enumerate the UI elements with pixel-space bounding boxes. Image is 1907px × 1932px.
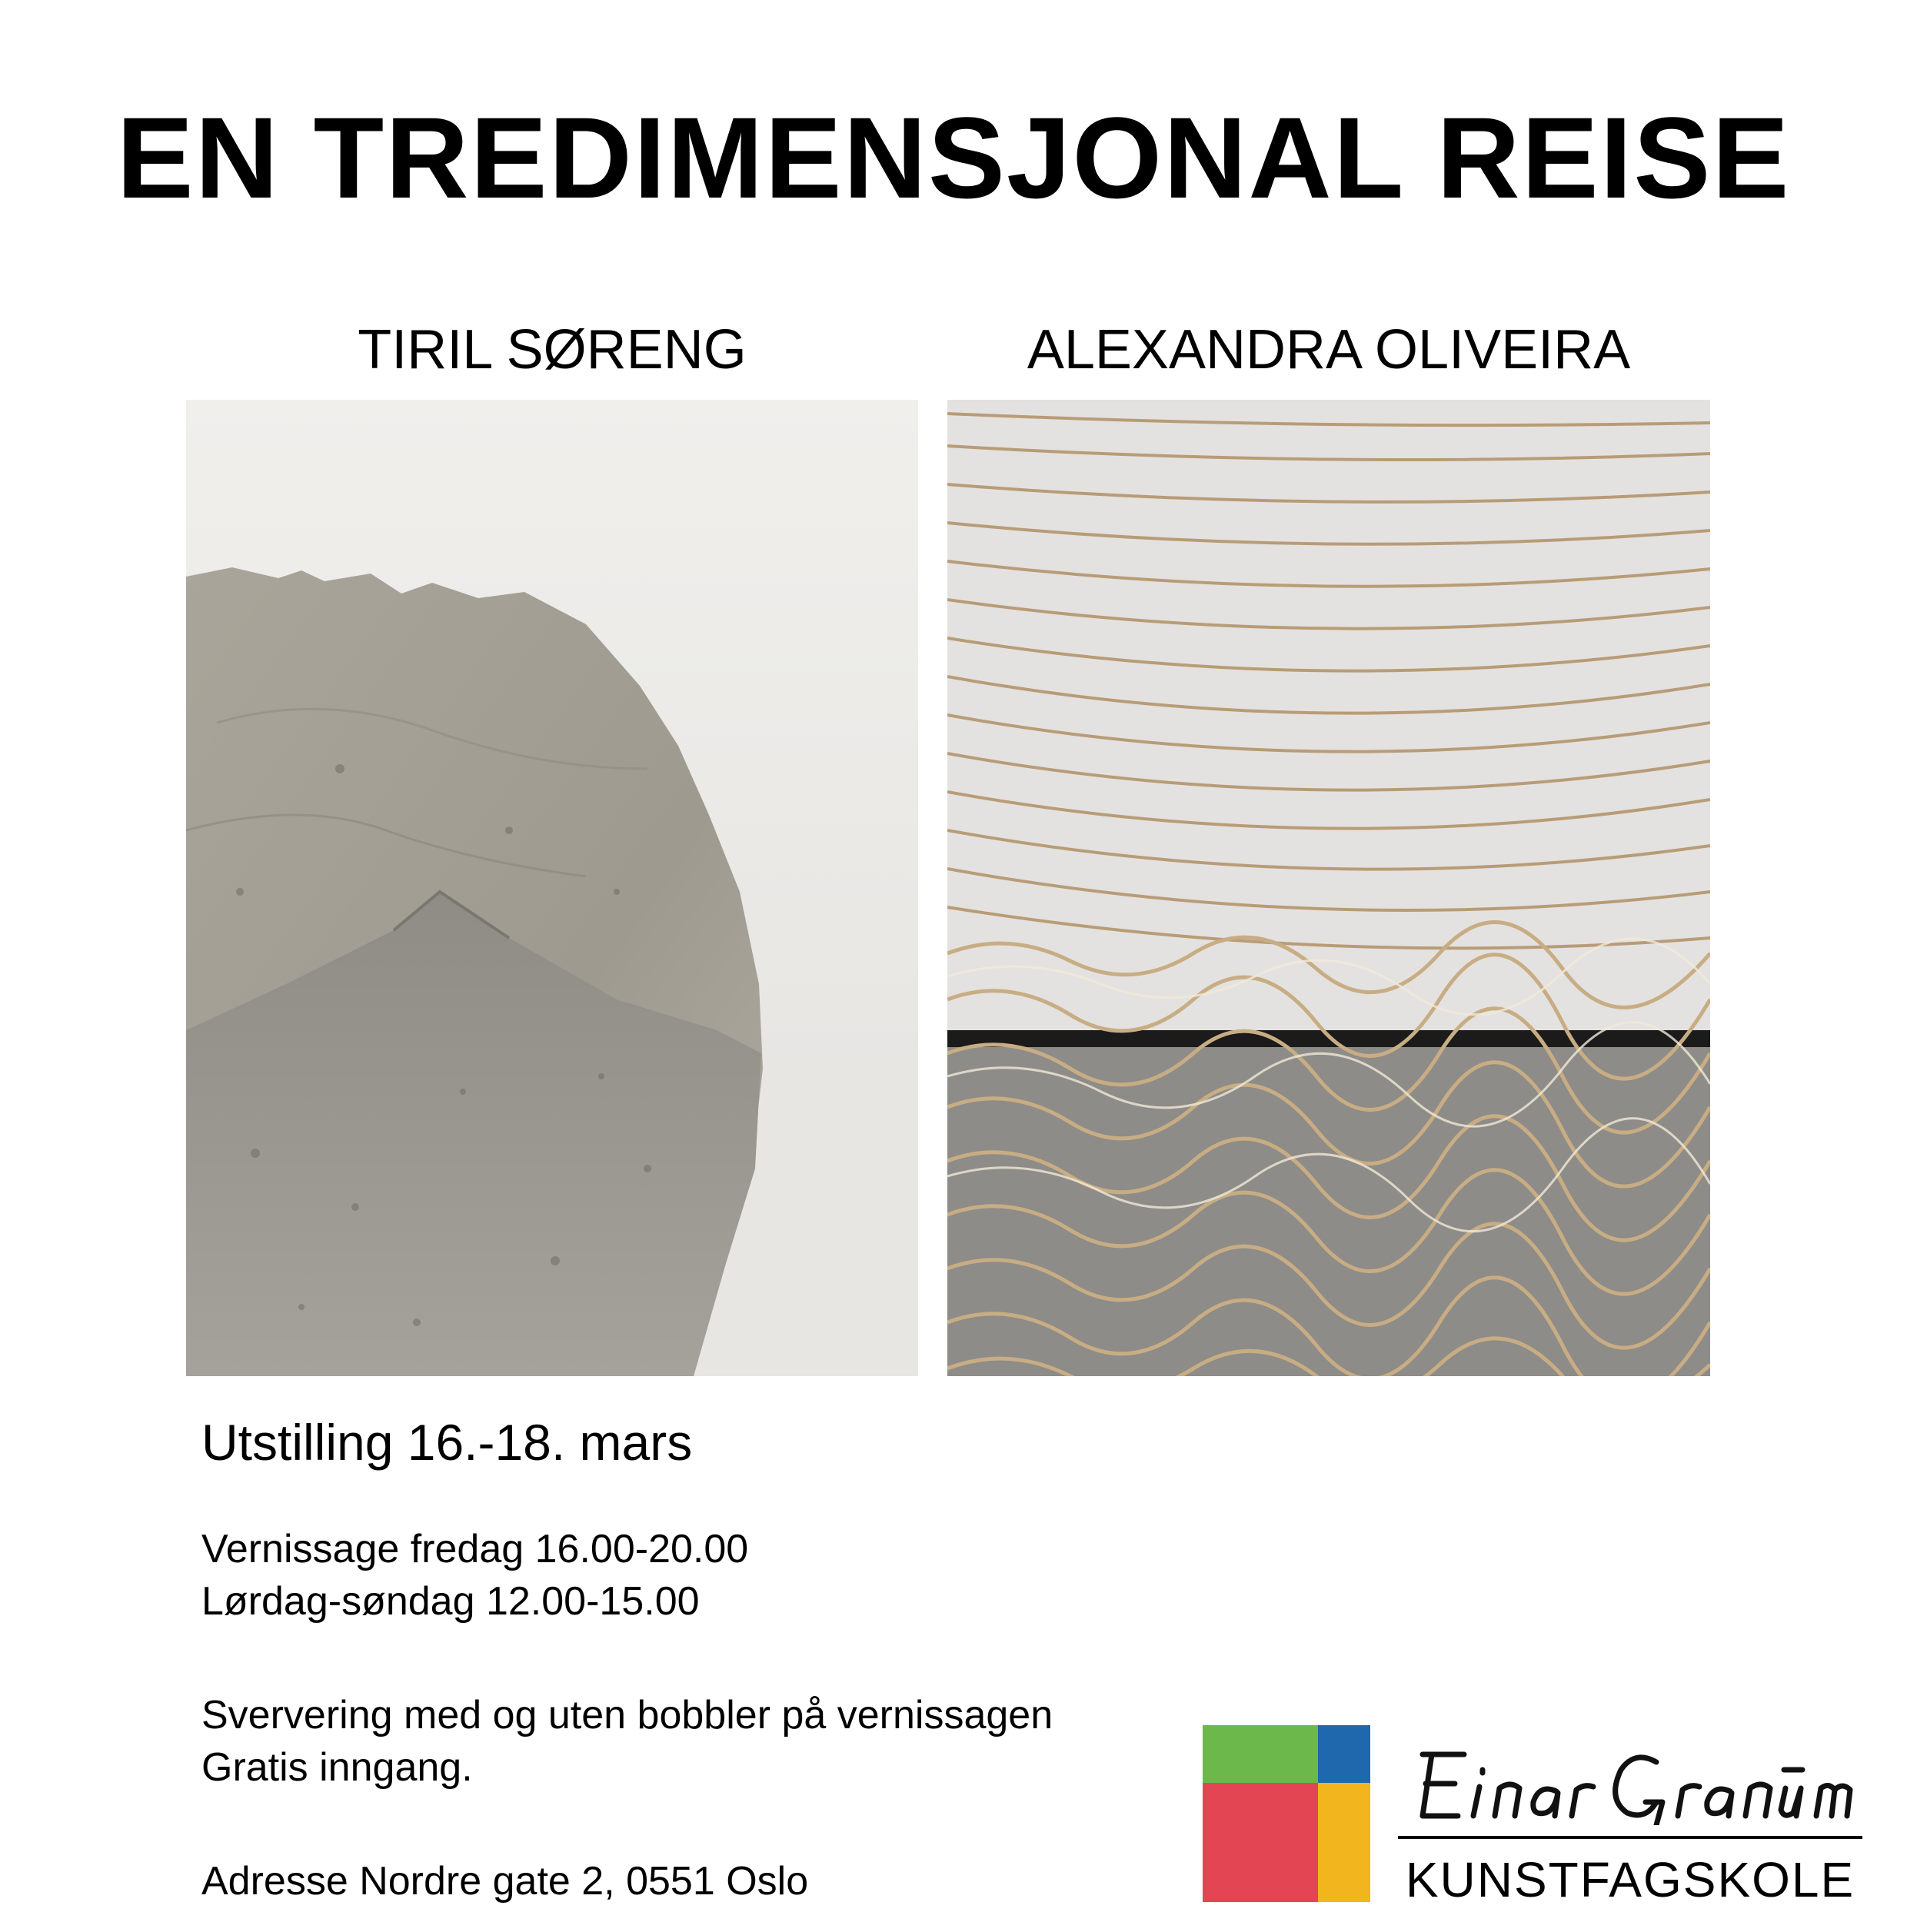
school-logo-divider bbox=[1398, 1836, 1862, 1839]
school-logo-name: KUNSTFAGSKOLE bbox=[1405, 1852, 1855, 1907]
address-info: Adresse Nordre gate 2, 0551 Oslo bbox=[201, 1859, 809, 1904]
free-entry-info: Gratis inngang. bbox=[201, 1745, 473, 1790]
poster-title: EN TREDIMENSJONAL REISE bbox=[116, 93, 1791, 222]
school-logo-color-grid bbox=[1203, 1725, 1370, 1902]
opening-hours-friday: Vernissage fredag 16.00-20.00 bbox=[201, 1527, 749, 1571]
woven-twine-photo bbox=[947, 400, 1710, 1376]
opening-hours-weekend: Lørdag-søndag 12.00-15.00 bbox=[201, 1579, 700, 1624]
concrete-sculpture-photo bbox=[186, 400, 918, 1376]
serving-info: Sververing med og uten bobbler på vernissagen bbox=[201, 1693, 1053, 1737]
exhibition-dates: Utstilling 16.-18. mars bbox=[201, 1414, 693, 1471]
school-logo-signature bbox=[1409, 1739, 1862, 1825]
artist-name-right: ALEXANDRA OLIVEIRA bbox=[1027, 319, 1631, 381]
artist-name-left: TIRIL SØRENG bbox=[358, 319, 747, 381]
